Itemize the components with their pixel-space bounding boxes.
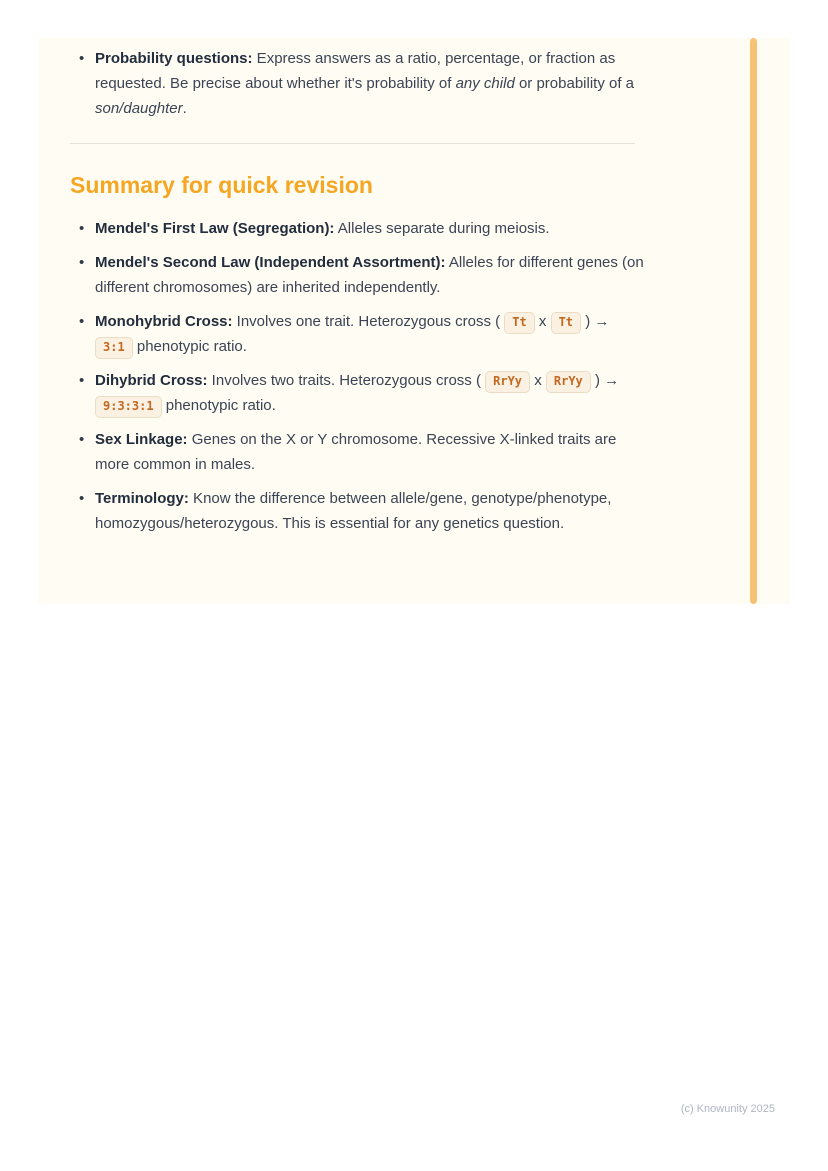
text-run: phenotypic ratio. [161, 397, 276, 414]
text-run: Involves two traits. Heterozygous cross ( [207, 372, 486, 389]
text-run: Know the difference between allele/gene, genotype/phenotype, homozygous/heterozygous. This is essential for any genetics question. [95, 490, 612, 532]
italic-text: any child [455, 75, 515, 92]
genotype-chip: RrYy [485, 371, 530, 393]
list-item [70, 427, 648, 477]
genotype-chip: Tt [551, 312, 581, 334]
card-content [38, 38, 648, 536]
term-label: Dihybrid Cross: [95, 372, 208, 389]
divider [70, 143, 635, 144]
list-item [70, 368, 648, 418]
text-run: . [182, 100, 187, 117]
text-run: Alleles for different genes (on different chromosomes) are inherited independently. [95, 254, 644, 296]
term-label: Mendel's First Law (Segregation): [95, 220, 335, 237]
term-label: Monohybrid Cross: [95, 313, 233, 330]
notes-card [38, 38, 790, 604]
list-item [70, 216, 648, 241]
text-run: Alleles separate during meiosis. [334, 220, 550, 237]
term-label: Probability questions: [95, 50, 253, 67]
text-run: or probability of a [514, 75, 635, 92]
text-run: x [534, 313, 551, 330]
genotype-chip: Tt [504, 312, 534, 334]
ratio-chip: 9:3:3:1 [95, 396, 162, 418]
list-item [70, 46, 648, 121]
ratio-chip: 3:1 [95, 337, 133, 359]
term-label: Sex Linkage: [95, 431, 188, 448]
term-label: Terminology: [95, 490, 189, 507]
list-item [70, 486, 648, 536]
intro-list [70, 46, 648, 121]
scrollbar-thumb[interactable] [750, 38, 757, 604]
term-label: Mendel's Second Law (Independent Assortment): [95, 254, 446, 271]
list-item [70, 250, 648, 300]
text-run: Express answers as a ratio, percentage, or fraction as requested. Be precise about whether it's probability of [95, 50, 616, 92]
text-run: ) → [581, 313, 610, 330]
section-title: Summary for quick revision [70, 172, 373, 198]
list-item [70, 309, 648, 359]
summary-list [70, 216, 648, 536]
genotype-chip: RrYy [546, 371, 591, 393]
text-run: x [530, 372, 546, 389]
text-run: Involves one trait. Heterozygous cross ( [232, 313, 505, 330]
text-run: ) → [590, 372, 620, 389]
italic-text: son/daughter [95, 100, 183, 117]
copyright: (c) Knowunity 2025 [680, 1103, 775, 1115]
text-run: Genes on the X or Y chromosome. Recessive X-linked traits are more common in males. [95, 431, 617, 473]
text-run: phenotypic ratio. [132, 338, 247, 355]
